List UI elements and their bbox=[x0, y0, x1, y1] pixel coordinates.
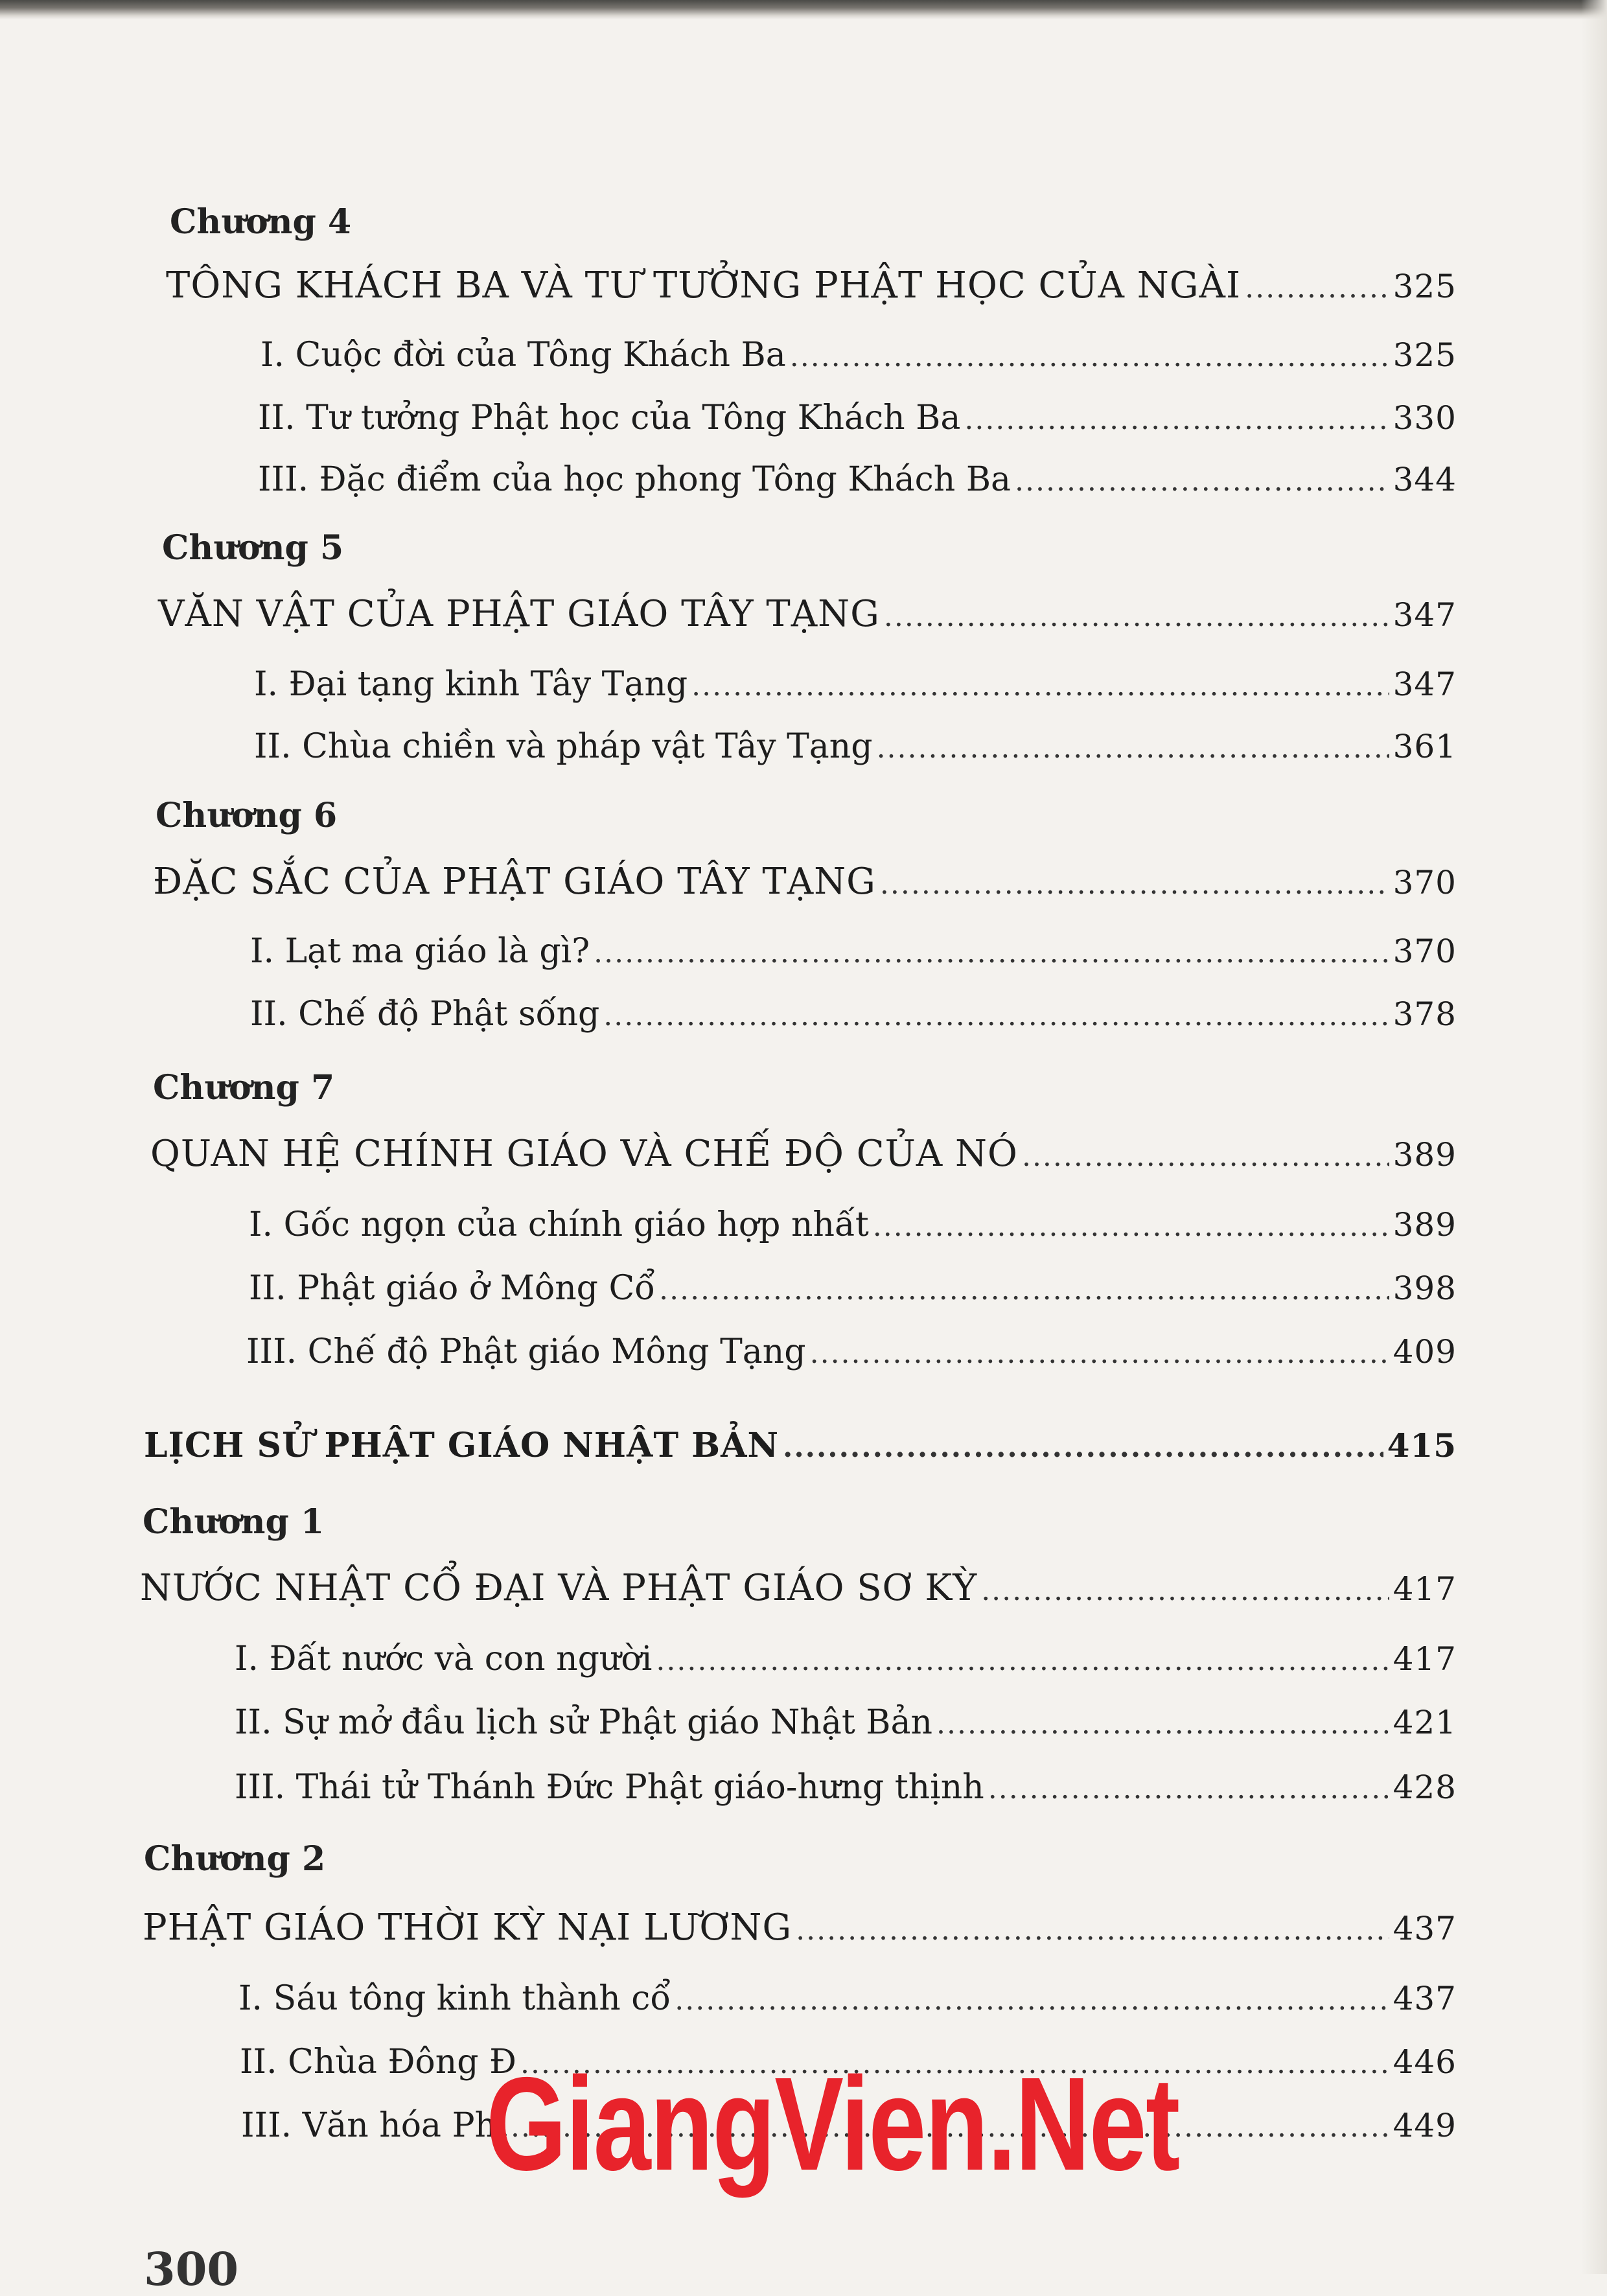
toc-item-text: III. Văn hóa Ph bbox=[241, 2106, 497, 2145]
page-ref: 398 bbox=[1393, 1270, 1457, 1307]
chapter-label: Chương 1 bbox=[143, 1502, 325, 1542]
toc-item-text: III. Chế độ Phật giáo Mông Tạng bbox=[246, 1332, 806, 1371]
toc-chapter-title[interactable] bbox=[158, 593, 1457, 635]
leader-dots bbox=[873, 1210, 1389, 1243]
leader-dots bbox=[783, 1431, 1383, 1464]
toc-item[interactable] bbox=[235, 1768, 1457, 1807]
page-ref: 347 bbox=[1393, 666, 1457, 703]
page-bleed-shadow bbox=[1581, 0, 1607, 2274]
toc-chapter-title[interactable] bbox=[143, 1907, 1457, 1949]
page-ref: 421 bbox=[1393, 1704, 1457, 1741]
chapter-label: Chương 7 bbox=[153, 1068, 335, 1107]
leader-dots bbox=[981, 1574, 1389, 1607]
toc-item-text: II. Chùa Đông Đ bbox=[240, 2043, 516, 2081]
toc-item[interactable] bbox=[250, 995, 1457, 1034]
toc-item-text: II. Chùa chiền và pháp vật Tây Tạng bbox=[254, 727, 873, 766]
page-ref: 361 bbox=[1393, 728, 1457, 765]
toc-item-text: II. Sự mở đầu lịch sử Phật giáo Nhật Bản bbox=[235, 1703, 932, 1742]
page-ref: 370 bbox=[1393, 864, 1457, 901]
page-ref: 449 bbox=[1393, 2107, 1457, 2144]
page-ref: 389 bbox=[1393, 1206, 1457, 1244]
leader-dots bbox=[796, 1914, 1389, 1947]
chapter-title-text: VĂN VẬT CỦA PHẬT GIÁO TÂY TẠNG bbox=[158, 593, 880, 635]
chapter-title-text: PHẬT GIÁO THỜI KỲ NẠI LƯƠNG bbox=[143, 1907, 792, 1949]
toc-item[interactable] bbox=[235, 1703, 1457, 1742]
page-ref: 370 bbox=[1393, 933, 1457, 970]
page-ref: 446 bbox=[1393, 2043, 1457, 2081]
leader-dots bbox=[1022, 1140, 1389, 1173]
toc-item-text: I. Cuộc đời của Tông Khách Ba bbox=[260, 336, 786, 375]
page-ref: 409 bbox=[1393, 1333, 1457, 1371]
page-ref: 330 bbox=[1393, 399, 1457, 437]
toc-item[interactable] bbox=[235, 1640, 1457, 1678]
leader-dots bbox=[810, 1337, 1389, 1370]
page-ref: 417 bbox=[1393, 1640, 1457, 1678]
leader-dots bbox=[790, 340, 1389, 373]
chapter-label: Chương 4 bbox=[170, 202, 352, 242]
toc-item[interactable] bbox=[249, 1205, 1457, 1244]
toc-item[interactable] bbox=[249, 1269, 1457, 1308]
leader-dots bbox=[884, 600, 1389, 633]
toc-part-heading[interactable] bbox=[144, 1426, 1457, 1465]
toc-item[interactable] bbox=[258, 399, 1457, 437]
page-number: 300 bbox=[144, 2242, 239, 2296]
chapter-label: Chương 6 bbox=[156, 796, 338, 835]
chapter-title-text: TÔNG KHÁCH BA VÀ TƯ TƯỞNG PHẬT HỌC CỦA NGÀI bbox=[166, 264, 1242, 307]
watermark-logo: GiangVien.Net bbox=[486, 2050, 1179, 2198]
chapter-title-text: ĐẶC SẮC CỦA PHẬT GIÁO TÂY TẠNG bbox=[153, 861, 876, 903]
toc-chapter-title[interactable] bbox=[166, 264, 1457, 307]
chapter-title-text: NƯỚC NHẬT CỔ ĐẠI VÀ PHẬT GIÁO SƠ KỲ bbox=[140, 1567, 978, 1609]
toc-item[interactable] bbox=[254, 727, 1457, 766]
leader-dots bbox=[877, 732, 1389, 765]
leader-dots bbox=[656, 1644, 1389, 1677]
page-top-edge bbox=[0, 0, 1607, 19]
toc-chapter-title[interactable] bbox=[140, 1567, 1457, 1609]
toc-item[interactable] bbox=[238, 1979, 1457, 2018]
toc-item-text: I. Đại tạng kinh Tây Tạng bbox=[254, 665, 688, 704]
page-ref: 417 bbox=[1393, 1570, 1457, 1608]
page-ref: 344 bbox=[1393, 461, 1457, 498]
page-ref: 437 bbox=[1393, 1910, 1457, 1947]
leader-dots bbox=[675, 1984, 1389, 2017]
page-ref: 428 bbox=[1393, 1768, 1457, 1806]
leader-dots bbox=[594, 936, 1389, 969]
toc-chapter-title[interactable] bbox=[150, 1133, 1457, 1175]
leader-dots bbox=[964, 403, 1389, 436]
toc-item-text: III. Đặc điểm của học phong Tông Khách Ba bbox=[258, 460, 1012, 499]
chapter-label: Chương 5 bbox=[162, 528, 344, 568]
chapter-label: Chương 2 bbox=[144, 1839, 326, 1879]
toc-item-text: I. Sáu tông kinh thành cổ bbox=[238, 1979, 671, 2018]
toc-item-text: II. Phật giáo ở Mông Cổ bbox=[249, 1269, 656, 1308]
page-ref: 415 bbox=[1387, 1426, 1457, 1465]
page-ref: 389 bbox=[1393, 1136, 1457, 1174]
leader-dots bbox=[691, 669, 1389, 702]
toc-item[interactable] bbox=[250, 932, 1457, 971]
leader-dots bbox=[603, 999, 1389, 1032]
page-ref: 437 bbox=[1393, 1980, 1457, 2017]
leader-dots bbox=[936, 1708, 1389, 1741]
toc-item-text: I. Đất nước và con người bbox=[235, 1640, 653, 1678]
toc-item-text: I. Lạt ma giáo là gì? bbox=[250, 932, 590, 971]
toc-item[interactable] bbox=[260, 336, 1457, 375]
toc-item[interactable] bbox=[258, 460, 1457, 499]
leader-dots bbox=[659, 1273, 1389, 1306]
chapter-title-text: QUAN HỆ CHÍNH GIÁO VÀ CHẾ ĐỘ CỦA NÓ bbox=[150, 1133, 1018, 1175]
toc-item[interactable] bbox=[254, 665, 1457, 704]
leader-dots bbox=[988, 1772, 1389, 1805]
leader-dots bbox=[1245, 272, 1389, 305]
toc-item-text: II. Tư tưởng Phật học của Tông Khách Ba bbox=[258, 399, 961, 437]
toc-item-text: I. Gốc ngọn của chính giáo hợp nhất bbox=[249, 1205, 869, 1244]
page-ref: 347 bbox=[1393, 596, 1457, 634]
page-ref: 378 bbox=[1393, 995, 1457, 1033]
page-ref: 325 bbox=[1393, 268, 1457, 305]
page-ref: 325 bbox=[1393, 336, 1457, 374]
leader-dots bbox=[1015, 465, 1389, 498]
part-title-text: LỊCH SỬ PHẬT GIÁO NHẬT BẢN bbox=[144, 1426, 780, 1465]
toc-item-text: II. Chế độ Phật sống bbox=[250, 995, 600, 1034]
leader-dots bbox=[880, 868, 1389, 901]
toc-chapter-title[interactable] bbox=[153, 861, 1457, 903]
toc-item-text: III. Thái tử Thánh Đức Phật giáo-hưng thịnh bbox=[235, 1768, 984, 1807]
toc-item[interactable] bbox=[246, 1332, 1457, 1371]
